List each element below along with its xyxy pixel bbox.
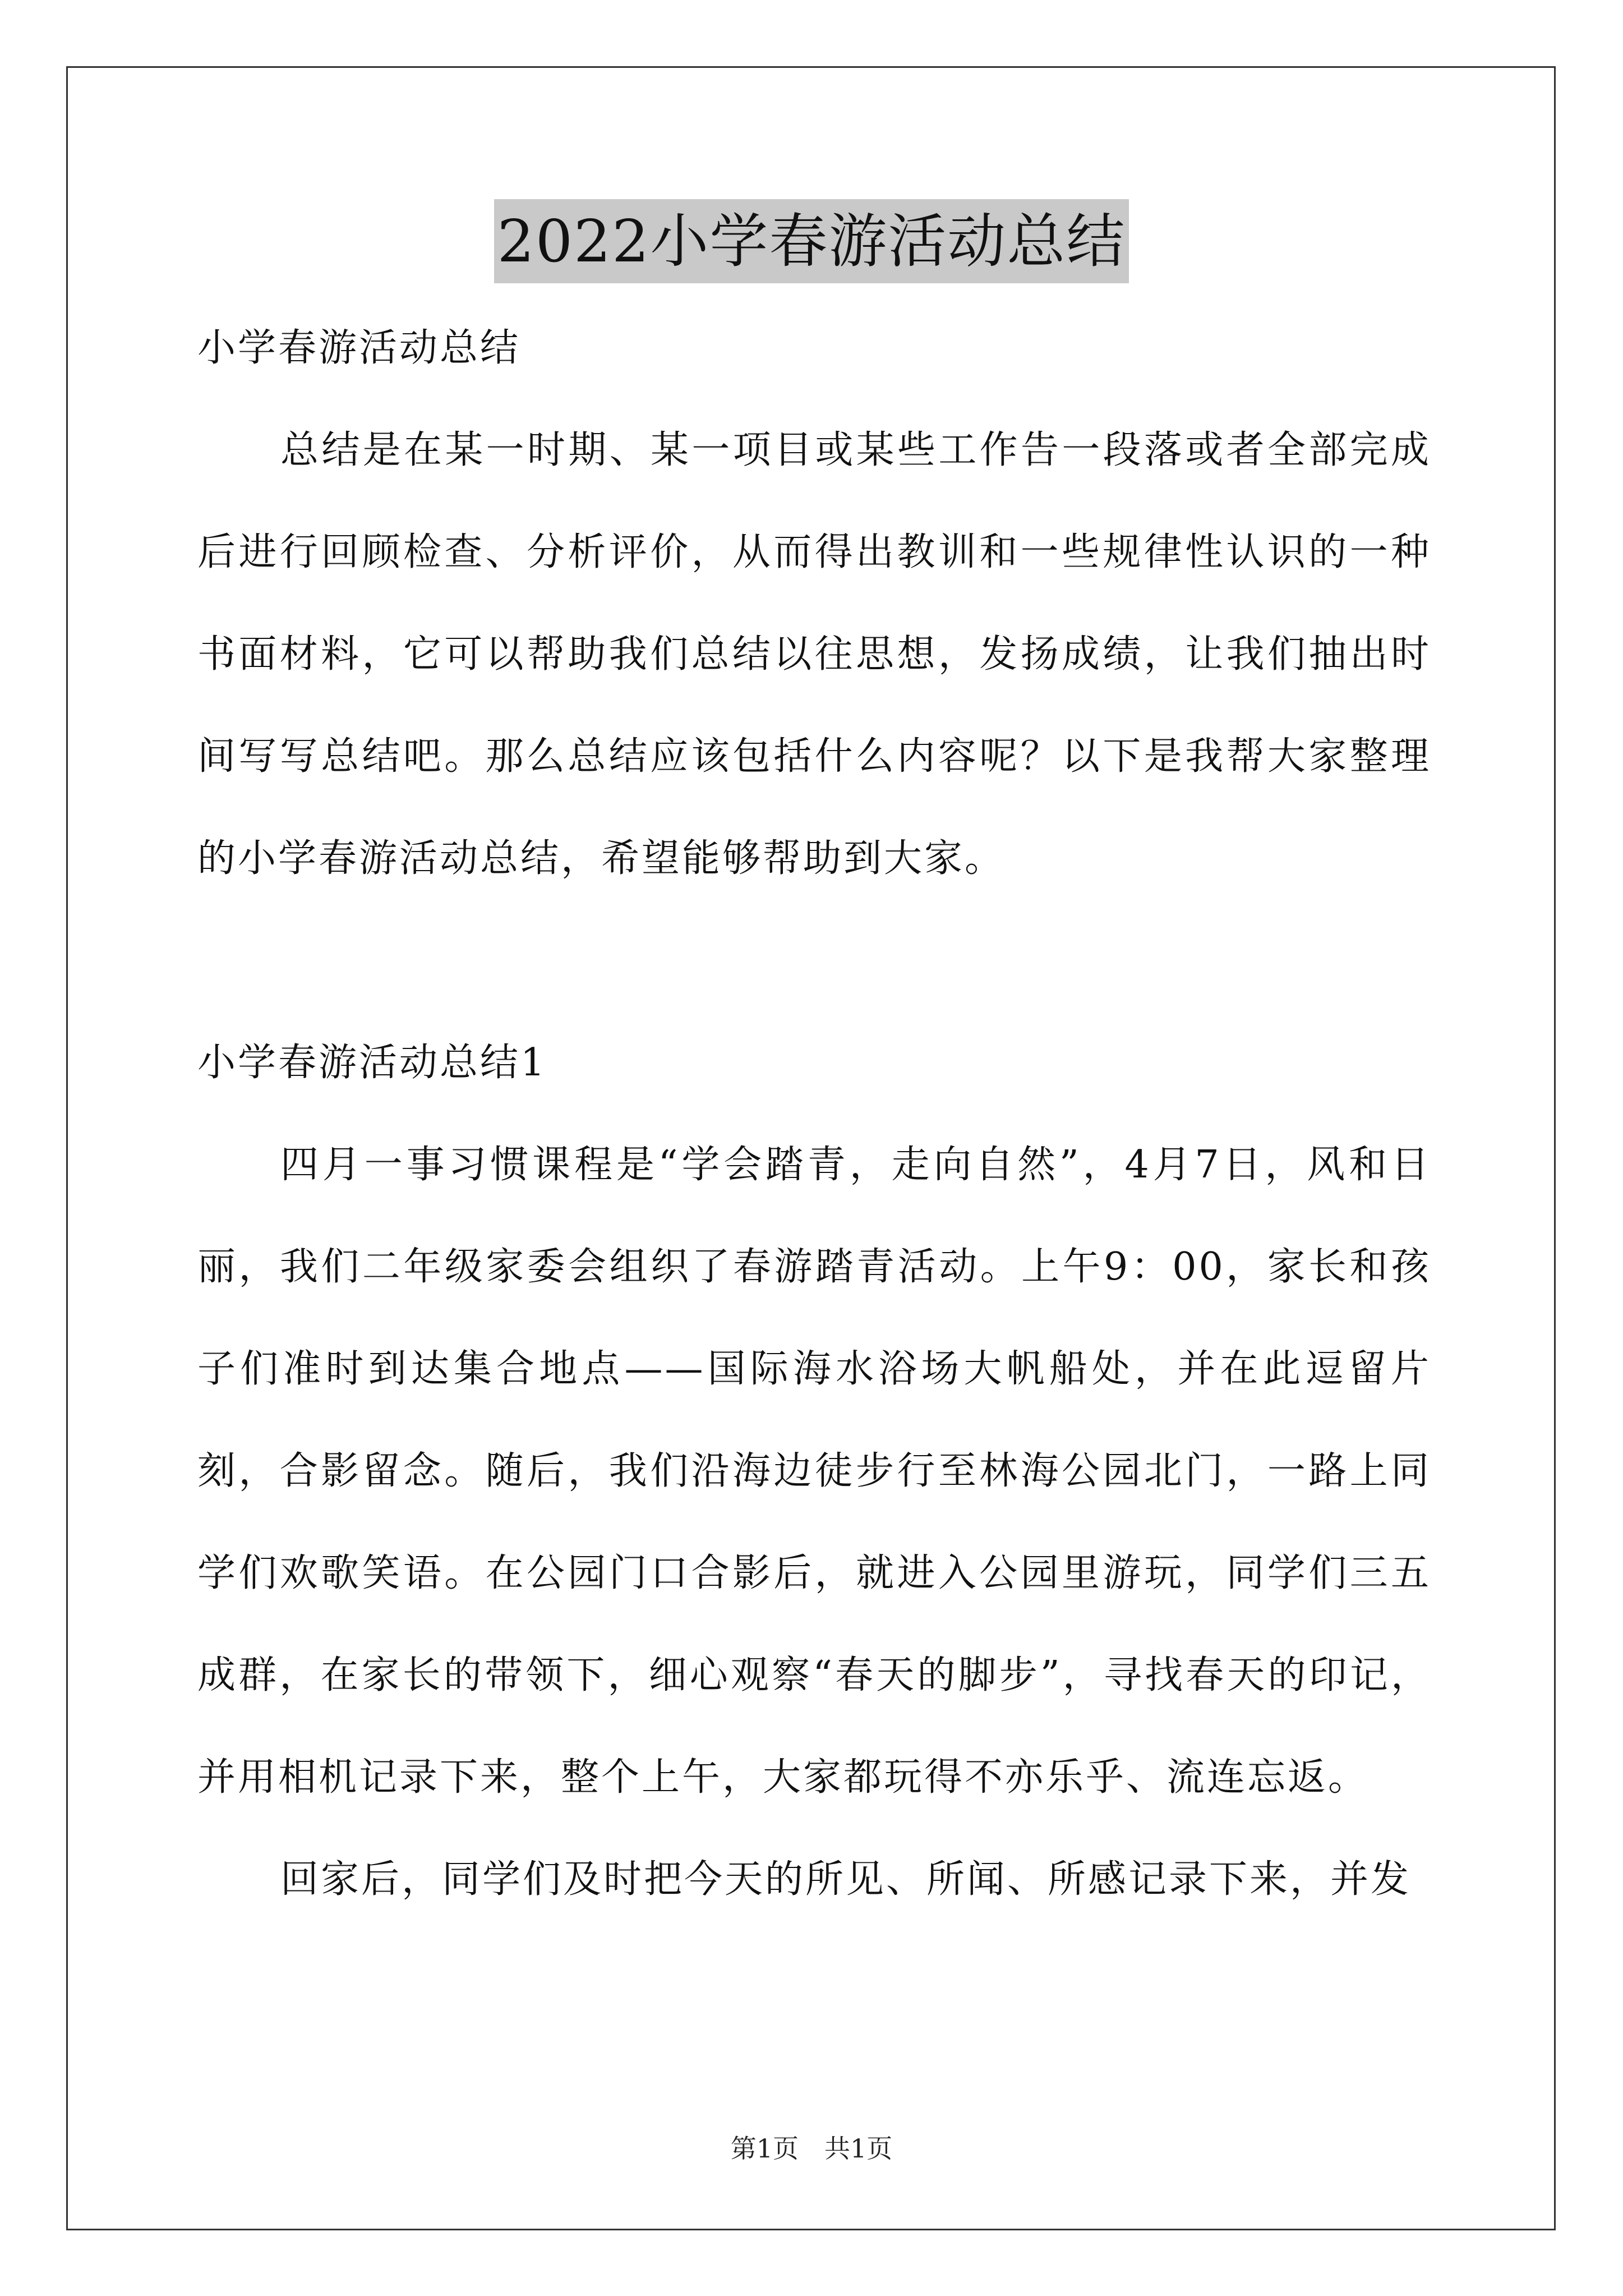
intro-heading: 小学春游活动总结 — [197, 326, 521, 370]
page-footer: 第1页 共1页 — [730, 2133, 893, 2164]
section1-heading: 小学春游活动总结1 — [197, 1041, 547, 1085]
document-title: 2022小学春游活动总结 — [494, 199, 1129, 283]
document-body — [197, 297, 1431, 1931]
section1-paragraph-1: 四月一事习惯课程是“学会踏青，走向自然”，4月7日，风和日丽，我们二年级家委会组织了春游踏青活动。上午9：00，家长和孩子们准时到达集合地点——国际海水浴场大帆船处，并在此逗留片刻，合影留念。随后，我们沿海边徒步行至林海公园北门，一路上同学们欢歌笑语。在公园门口合影后，就进入公园里游玩，同学们三五成群，在家长的带领下，细心观察“春天的脚步”，寻找春天的印记，并用相机记录下来，整个上午，大家都玩得不亦乐乎、流连忘返。 — [197, 1143, 1431, 1800]
section-spacer — [197, 910, 1431, 1012]
title-container — [0, 199, 1623, 283]
intro-paragraph: 总结是在某一时期、某一项目或某些工作告一段落或者全部完成后进行回顾检查、分析评价，从而得出教训和一些规律性认识的一种书面材料，它可以帮助我们总结以往思想，发扬成绩，让我们抽出时间写写总结吧。那么总结应该包括什么内容呢？以下是我帮大家整理的小学春游活动总结，希望能够帮助到大家。 — [197, 428, 1431, 881]
section1-paragraph-2: 回家后，同学们及时把今天的所见、所闻、所感记录下来，并发 — [280, 1857, 1412, 1902]
